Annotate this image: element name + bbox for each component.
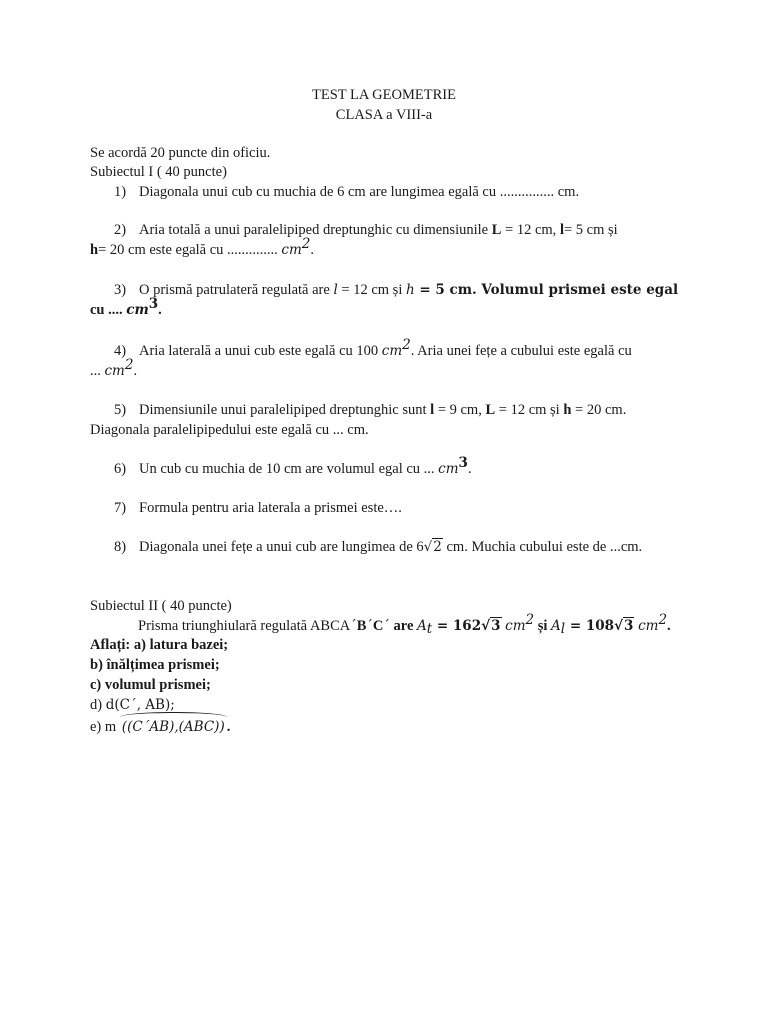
question-number: 5) — [114, 402, 127, 418]
question-number: 4) — [114, 343, 127, 359]
class-subtitle: CLASA a VIII-a — [335, 107, 433, 123]
find-e: e) m ((C´AB),(ABC)) . — [90, 718, 230, 736]
question-number: 7) — [114, 500, 127, 516]
question-number: 8) — [114, 539, 127, 555]
question-text: Diagonala unui cub cu muchia de 6 cm are lungimea egală cu ............... cm. — [139, 184, 580, 200]
sqrt-expression: √3 — [481, 618, 501, 634]
subject2-statement: Prisma triunghiulară regulată ABCA´B´C´ are $A_t = 162√3$ $cm^2$ și $A_l = 108√3$ $cm^2$. — [138, 612, 671, 637]
intro-text: Se acordă 20 puncte din oficiu. — [90, 145, 271, 161]
question-text: Formula pentru aria laterala a prismei este…. — [139, 500, 402, 516]
question-text: Dimensiunile unui paralelipiped dreptunghic sunt l = 9 cm, L = 12 cm și h = 20 cm. — [139, 402, 627, 418]
angle-notation: ((C´AB),(ABC)) — [120, 718, 227, 736]
test-title: TEST LA GEOMETRIE — [312, 87, 456, 103]
sqrt-expression: √3 — [614, 618, 634, 634]
subject1-title: Subiectul I ( 40 puncte) — [90, 164, 227, 180]
question-text: Aria laterală a unui cub este egală cu 100 $cm^2$. Aria unei fețe a cubului este egală cu — [139, 337, 632, 359]
find-d: d) d(C´, AB); — [90, 697, 175, 713]
find-b: b) înălțimea prismei; — [90, 657, 220, 673]
subject2-title: Subiectul II ( 40 puncte) — [90, 598, 232, 614]
question-5-cont: Diagonala paralelipipedului este egală cu ... cm. — [90, 422, 369, 438]
question-2-cont: h= 20 cm este egală cu .............. $cm^2$. — [90, 236, 315, 258]
question-3-cont: cu .... $cm^3$. — [90, 296, 162, 318]
question-text: O prismă patrulateră regulată are l = 12 cm și h = 5 cm. Volumul prismei este egal — [139, 282, 679, 298]
sqrt-expression: √2 — [423, 539, 442, 555]
question-4-cont: ... $cm^2$. — [90, 357, 138, 379]
question-number: 2) — [114, 222, 127, 238]
question-number: 3) — [114, 282, 127, 298]
find-c: c) volumul prismei; — [90, 677, 211, 693]
question-number: 6) — [114, 461, 127, 477]
question-text: Aria totală a unui paralelipiped dreptunghic cu dimensiunile L = 12 cm, l= 5 cm și — [139, 222, 618, 238]
question-number: 1) — [114, 184, 127, 200]
question-text: Un cub cu muchia de 10 cm are volumul egal cu ... $cm^3$. — [139, 455, 472, 477]
question-text: Diagonala unei fețe a unui cub are lungimea de 6√2 cm. Muchia cubului este de ...cm. — [139, 539, 643, 555]
find-a: Aflați: a) latura bazei; — [90, 637, 229, 653]
